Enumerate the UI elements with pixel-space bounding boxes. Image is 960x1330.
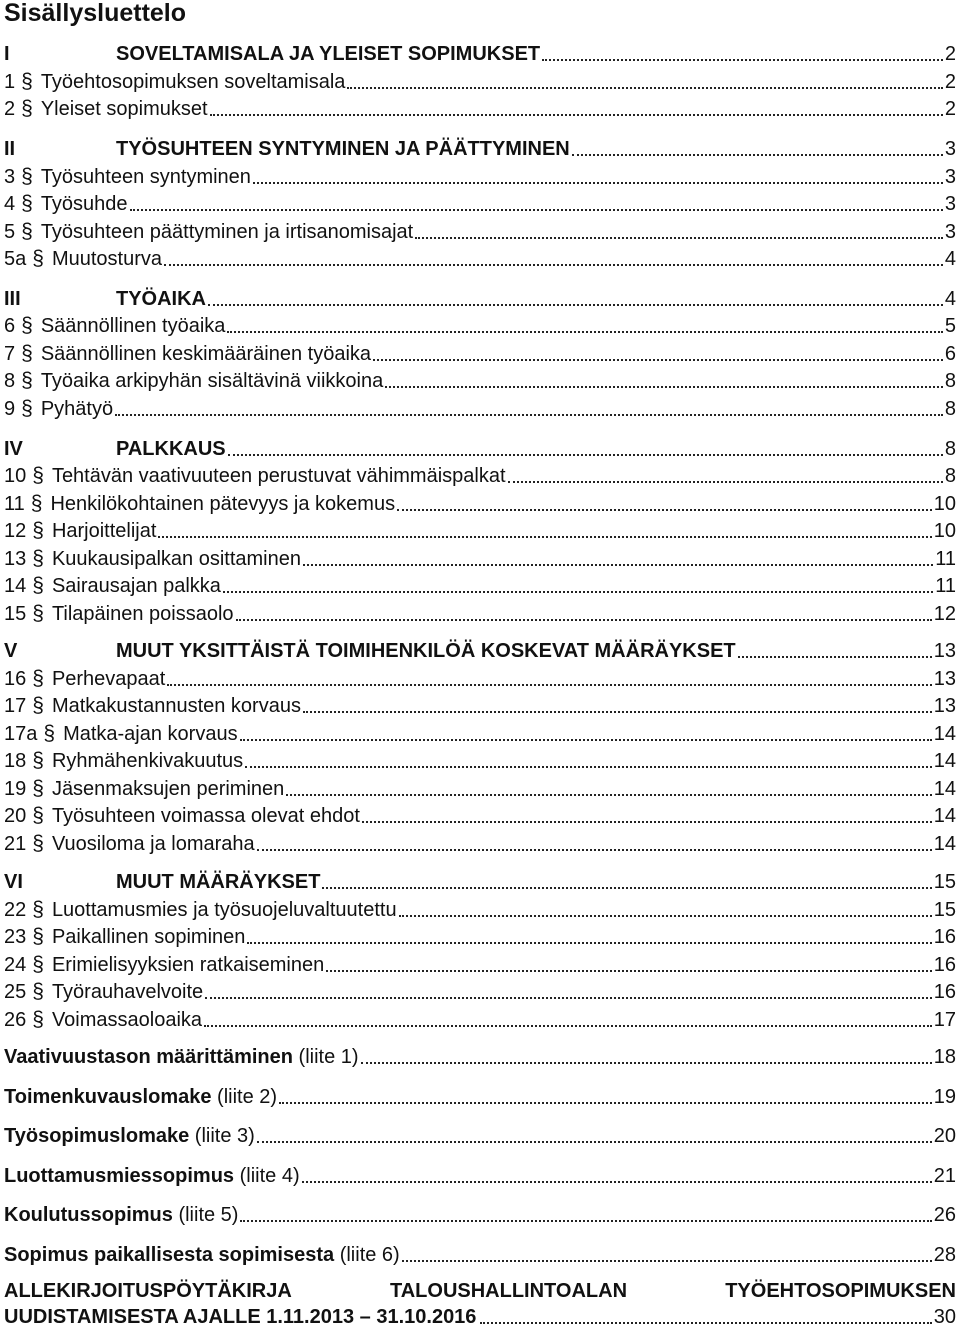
toc-entry[interactable] <box>4 720 956 746</box>
paragraph-number: 10 <box>4 465 27 487</box>
entry-lead <box>4 97 208 121</box>
page-number: 30 <box>933 1306 956 1328</box>
entry-lead <box>4 165 251 189</box>
section-title: MUUT YKSITTÄISTÄ TOIMIHENKILÖÄ KOSKEVAT MÄÄRÄYKSET <box>116 640 736 662</box>
page-number: 14 <box>933 778 956 800</box>
toc-entry[interactable] <box>4 665 956 691</box>
paragraph-title: Voimassaoloaika <box>51 1009 203 1031</box>
dot-leader <box>279 1102 932 1104</box>
paragraph-number: 17a <box>4 723 38 745</box>
page-number: 10 <box>933 493 956 515</box>
page-number: 13 <box>933 640 956 662</box>
toc-entry[interactable] <box>4 435 956 461</box>
toc-entry[interactable] <box>4 868 956 894</box>
paragraph-title: Säännöllinen työaika <box>40 315 226 337</box>
toc-entry[interactable] <box>4 600 956 626</box>
entry-lead <box>4 547 301 571</box>
paragraph-number: 14 <box>4 575 27 597</box>
entry-lead <box>4 519 156 543</box>
dot-leader <box>326 970 932 972</box>
entry-lead <box>4 492 395 516</box>
page-number: 15 <box>933 899 956 921</box>
dot-leader <box>302 1181 932 1183</box>
toc-entry[interactable] <box>4 367 956 393</box>
section-sign: § <box>32 925 44 948</box>
appendix-title: Koulutussopimus <box>4 1204 173 1226</box>
toc-entry[interactable] <box>4 1122 956 1148</box>
entry-lead <box>4 397 113 421</box>
dot-leader <box>247 942 931 944</box>
dot-leader <box>397 509 932 511</box>
paragraph-number: 7 <box>4 343 16 365</box>
entry-lead <box>4 464 506 488</box>
paragraph-title: Työsuhteen syntyminen <box>40 166 251 188</box>
dot-leader <box>223 591 933 593</box>
paragraph-number: 23 <box>4 926 27 948</box>
page-number: 2 <box>944 43 956 65</box>
paragraph-number: 26 <box>4 1009 27 1031</box>
section-sign: § <box>21 220 33 243</box>
toc-entry[interactable] <box>4 896 956 922</box>
page-number: 26 <box>933 1204 956 1226</box>
dot-leader <box>508 481 943 483</box>
page-number: 12 <box>933 603 956 625</box>
toc-entry[interactable] <box>4 245 956 271</box>
page-number: 4 <box>944 288 956 310</box>
appendix-title: Työsopimuslomake <box>4 1125 190 1147</box>
dot-leader <box>130 209 943 211</box>
paragraph-number: 20 <box>4 805 27 827</box>
appendix-note: (liite 1) <box>298 1046 359 1068</box>
dot-leader <box>542 59 943 61</box>
section-title: PALKKAUS <box>116 438 226 460</box>
toc-entry[interactable] <box>4 830 956 856</box>
final-word-3: TYÖEHTOSOPIMUKSEN <box>725 1280 956 1302</box>
toc-entry[interactable] <box>4 1043 956 1069</box>
toc-entry[interactable] <box>4 1241 956 1267</box>
section-sign: § <box>32 667 44 690</box>
paragraph-title: Työehtosopimuksen soveltamisala <box>40 71 346 93</box>
paragraph-number: 8 <box>4 370 16 392</box>
dot-leader <box>158 536 931 538</box>
toc-entry[interactable] <box>4 163 956 189</box>
page-number: 13 <box>933 668 956 690</box>
entry-lead <box>4 342 371 366</box>
section-sign: § <box>32 980 44 1003</box>
page-number: 14 <box>933 750 956 772</box>
dot-leader <box>208 304 943 306</box>
paragraph-title: Työsuhteen päättyminen ja irtisanomisajat <box>40 221 414 243</box>
page-number: 16 <box>933 981 956 1003</box>
toc-entry[interactable] <box>4 395 956 421</box>
page-number: 14 <box>933 805 956 827</box>
page-number: 3 <box>944 193 956 215</box>
entry-lead <box>4 980 203 1004</box>
dot-leader <box>210 114 943 116</box>
toc-entry[interactable] <box>4 1162 956 1188</box>
section-sign: § <box>32 953 44 976</box>
final-word-1: ALLEKIRJOITUSPÖYTÄKIRJA <box>4 1280 292 1302</box>
paragraph-title: Yleiset sopimukset <box>40 98 208 120</box>
paragraph-title: Muutosturva <box>51 248 162 270</box>
entry-lead <box>4 287 206 311</box>
dot-leader <box>240 739 932 741</box>
entry-lead <box>4 722 238 746</box>
paragraph-number: 13 <box>4 548 27 570</box>
section-title: TYÖSUHTEEN SYNTYMINEN JA PÄÄTTYMINEN <box>116 138 570 160</box>
paragraph-number: 5a <box>4 248 27 270</box>
paragraph-title: Paikallinen sopiminen <box>51 926 246 948</box>
paragraph-number: 9 <box>4 398 16 420</box>
paragraph-number: 12 <box>4 520 27 542</box>
entry-lead <box>4 925 245 949</box>
toc-entry[interactable] <box>4 490 956 516</box>
page-number: 8 <box>944 398 956 420</box>
toc-entry[interactable] <box>4 1006 956 1032</box>
toc-entry[interactable] <box>4 1201 956 1227</box>
dot-leader <box>738 656 932 658</box>
section-number: III <box>4 288 21 310</box>
paragraph-title: Sairausajan palkka <box>51 575 221 597</box>
page-number: 28 <box>933 1244 956 1266</box>
entry-lead <box>4 667 165 691</box>
page-title: Sisällysluettelo <box>4 0 187 27</box>
section-sign: § <box>32 519 44 542</box>
page-number: 6 <box>944 343 956 365</box>
entry-lead <box>4 1124 255 1148</box>
section-sign: § <box>32 777 44 800</box>
dot-leader <box>228 454 943 456</box>
entry-lead <box>4 1085 277 1109</box>
paragraph-number: 22 <box>4 899 27 921</box>
toc-entry[interactable] <box>4 951 956 977</box>
page-number: 16 <box>933 954 956 976</box>
section-sign: § <box>21 369 33 392</box>
page-number: 13 <box>933 695 956 717</box>
page-number: 20 <box>933 1125 956 1147</box>
entry-lead <box>4 953 324 977</box>
dot-leader <box>347 87 942 89</box>
page-number: 8 <box>944 438 956 460</box>
final-entry-line2 <box>4 1304 956 1330</box>
paragraph-title: Tilapäinen poissaolo <box>51 603 234 625</box>
dot-leader <box>240 1220 931 1222</box>
appendix-title: Vaativuustason määrittäminen <box>4 1046 293 1068</box>
paragraph-title: Kuukausipalkan osittaminen <box>51 548 301 570</box>
entry-lead <box>4 639 736 663</box>
page-number: 8 <box>944 465 956 487</box>
section-number: IV <box>4 438 23 460</box>
section-sign: § <box>32 464 44 487</box>
paragraph-title: Harjoittelijat <box>51 520 157 542</box>
section-sign: § <box>32 804 44 827</box>
page-number: 3 <box>944 138 956 160</box>
page-number: 11 <box>935 548 956 570</box>
appendix-note: (liite 3) <box>194 1125 255 1147</box>
dot-leader <box>205 997 932 999</box>
toc-entry[interactable] <box>4 978 956 1004</box>
section-sign: § <box>21 314 33 337</box>
entry-lead <box>4 870 320 894</box>
section-sign: § <box>32 602 44 625</box>
page-number: 15 <box>933 871 956 893</box>
dot-leader <box>204 1025 932 1027</box>
dot-leader <box>373 359 943 361</box>
paragraph-title: Ryhmähenkivakuutus <box>51 750 244 772</box>
dot-leader <box>572 154 943 156</box>
page-number: 18 <box>933 1046 956 1068</box>
section-sign: § <box>32 749 44 772</box>
section-title: MUUT MÄÄRÄYKSET <box>116 871 321 893</box>
final-entry-text: UUDISTAMISESTA AJALLE 1.11.2013 – 31.10.2016 <box>4 1306 477 1328</box>
page-number: 3 <box>944 221 956 243</box>
paragraph-number: 3 <box>4 166 16 188</box>
paragraph-number: 1 <box>4 71 16 93</box>
page-number: 11 <box>935 575 956 597</box>
toc-entry[interactable] <box>4 802 956 828</box>
paragraph-title: Työrauhavelvoite <box>51 981 204 1003</box>
paragraph-number: 15 <box>4 603 27 625</box>
dot-leader <box>322 887 931 889</box>
toc-final-entry[interactable] <box>4 1278 956 1330</box>
entry-lead <box>4 1008 202 1032</box>
paragraph-number: 11 <box>4 493 25 515</box>
dot-leader <box>164 264 943 266</box>
toc-entry[interactable] <box>4 637 956 663</box>
toc-entry[interactable] <box>4 285 956 311</box>
final-word-2: TALOUSHALLINTOALAN <box>390 1280 628 1302</box>
entry-lead <box>4 1203 238 1227</box>
page-number: 21 <box>933 1165 956 1187</box>
paragraph-title: Pyhätyö <box>40 398 114 420</box>
section-sign: § <box>32 574 44 597</box>
section-sign: § <box>32 247 44 270</box>
page-number: 17 <box>933 1009 956 1031</box>
paragraph-number: 25 <box>4 981 27 1003</box>
page-number: 19 <box>933 1086 956 1108</box>
section-number: II <box>4 138 16 160</box>
toc-entry[interactable] <box>4 190 956 216</box>
paragraph-number: 4 <box>4 193 16 215</box>
page-number: 16 <box>933 926 956 948</box>
paragraph-number: 18 <box>4 750 27 772</box>
appendix-note: (liite 5) <box>178 1204 239 1226</box>
section-sign: § <box>32 547 44 570</box>
paragraph-title: Erimielisyyksien ratkaiseminen <box>51 954 325 976</box>
section-sign: § <box>32 898 44 921</box>
dot-leader <box>362 821 932 823</box>
page-number: 14 <box>933 833 956 855</box>
paragraph-title: Matka-ajan korvaus <box>63 723 238 745</box>
toc-entry[interactable] <box>4 775 956 801</box>
entry-lead <box>4 898 397 922</box>
toc-entry[interactable] <box>4 572 956 598</box>
section-sign: § <box>30 492 43 515</box>
toc-entry[interactable] <box>4 747 956 773</box>
dot-leader <box>227 331 942 333</box>
section-sign: § <box>21 342 33 365</box>
appendix-note: (liite 6) <box>339 1244 400 1266</box>
paragraph-title: Perhevapaat <box>51 668 166 690</box>
paragraph-title: Jäsenmaksujen periminen <box>51 778 285 800</box>
entry-lead <box>4 437 226 461</box>
paragraph-title: Matkakustannusten korvaus <box>51 695 301 717</box>
dot-leader <box>257 1141 932 1143</box>
section-number: VI <box>4 871 23 893</box>
entry-lead <box>4 369 383 393</box>
toc-entry[interactable] <box>4 95 956 121</box>
dot-leader <box>245 766 932 768</box>
dot-leader <box>415 237 943 239</box>
entry-lead <box>4 314 225 338</box>
dot-leader <box>480 1322 931 1324</box>
paragraph-number: 21 <box>4 833 27 855</box>
section-sign: § <box>32 832 44 855</box>
appendix-note: (liite 4) <box>239 1165 300 1187</box>
dot-leader <box>385 386 943 388</box>
paragraph-number: 17 <box>4 695 27 717</box>
dot-leader <box>236 619 932 621</box>
entry-lead <box>4 694 301 718</box>
section-sign: § <box>21 192 33 215</box>
toc-entry[interactable] <box>4 692 956 718</box>
entry-lead <box>4 1045 359 1069</box>
dot-leader <box>361 1062 932 1064</box>
paragraph-title: Vuosiloma ja lomaraha <box>51 833 255 855</box>
page-number: 3 <box>944 166 956 188</box>
page-number: 10 <box>933 520 956 542</box>
toc-entry[interactable] <box>4 545 956 571</box>
toc-entry[interactable] <box>4 40 956 66</box>
paragraph-number: 2 <box>4 98 16 120</box>
entry-lead <box>4 247 162 271</box>
section-sign: § <box>21 70 33 93</box>
section-sign: § <box>21 165 33 188</box>
page-number: 2 <box>944 71 956 93</box>
toc-entry[interactable] <box>4 135 956 161</box>
toc-entry[interactable] <box>4 1083 956 1109</box>
section-number: I <box>4 43 10 65</box>
dot-leader <box>402 1260 932 1262</box>
paragraph-title: Luottamusmies ja työsuojeluvaltuutettu <box>51 899 397 921</box>
section-sign: § <box>21 397 33 420</box>
toc-entry[interactable] <box>4 462 956 488</box>
paragraph-title: Työsuhde <box>40 193 128 215</box>
page-number: 14 <box>933 723 956 745</box>
dot-leader <box>303 564 933 566</box>
section-title: SOVELTAMISALA JA YLEISET SOPIMUKSET <box>116 43 541 65</box>
entry-lead <box>4 42 540 66</box>
paragraph-title: Työsuhteen voimassa olevat ehdot <box>51 805 360 827</box>
entry-lead <box>4 1164 300 1188</box>
dot-leader <box>115 414 943 416</box>
section-number: V <box>4 640 18 662</box>
dot-leader <box>399 915 932 917</box>
toc-entry[interactable] <box>4 312 956 338</box>
entry-lead <box>4 220 413 244</box>
entry-lead <box>4 574 221 598</box>
entry-lead <box>4 137 570 161</box>
toc-entry[interactable] <box>4 68 956 94</box>
section-sign: § <box>32 694 44 717</box>
toc-entry[interactable] <box>4 517 956 543</box>
page-number: 4 <box>944 248 956 270</box>
entry-lead <box>4 70 345 94</box>
entry-lead <box>4 832 255 856</box>
appendix-title: Luottamusmiessopimus <box>4 1165 235 1187</box>
entry-lead <box>4 749 243 773</box>
appendix-title: Sopimus paikallisesta sopimisesta <box>4 1244 335 1266</box>
entry-lead <box>4 777 284 801</box>
appendix-title: Toimenkuvauslomake <box>4 1086 212 1108</box>
entry-lead <box>4 1243 400 1267</box>
section-sign: § <box>32 1008 44 1031</box>
toc-entry[interactable] <box>4 340 956 366</box>
paragraph-title: Henkilökohtainen pätevyys ja kokemus <box>50 493 396 515</box>
section-sign: § <box>21 97 33 120</box>
section-sign: § <box>43 722 56 745</box>
dot-leader <box>286 794 931 796</box>
page-number: 5 <box>944 315 956 337</box>
appendix-note: (liite 2) <box>217 1086 278 1108</box>
dot-leader <box>303 711 932 713</box>
entry-lead <box>4 602 234 626</box>
toc-entry[interactable] <box>4 218 956 244</box>
paragraph-title: Tehtävän vaativuuteen perustuvat vähimmäispalkat <box>51 465 506 487</box>
paragraph-number: 16 <box>4 668 27 690</box>
paragraph-number: 24 <box>4 954 27 976</box>
section-title: TYÖAIKA <box>116 288 206 310</box>
dot-leader <box>257 849 932 851</box>
dot-leader <box>253 182 943 184</box>
toc-entry[interactable] <box>4 923 956 949</box>
page-number: 2 <box>944 98 956 120</box>
paragraph-number: 6 <box>4 315 16 337</box>
entry-lead <box>4 192 128 216</box>
paragraph-number: 19 <box>4 778 27 800</box>
dot-leader <box>167 684 931 686</box>
paragraph-title: Työaika arkipyhän sisältävinä viikkoina <box>40 370 384 392</box>
entry-lead <box>4 804 360 828</box>
paragraph-title: Säännöllinen keskimääräinen työaika <box>40 343 372 365</box>
paragraph-number: 5 <box>4 221 16 243</box>
final-entry-line1 <box>4 1278 956 1304</box>
page-number: 8 <box>944 370 956 392</box>
